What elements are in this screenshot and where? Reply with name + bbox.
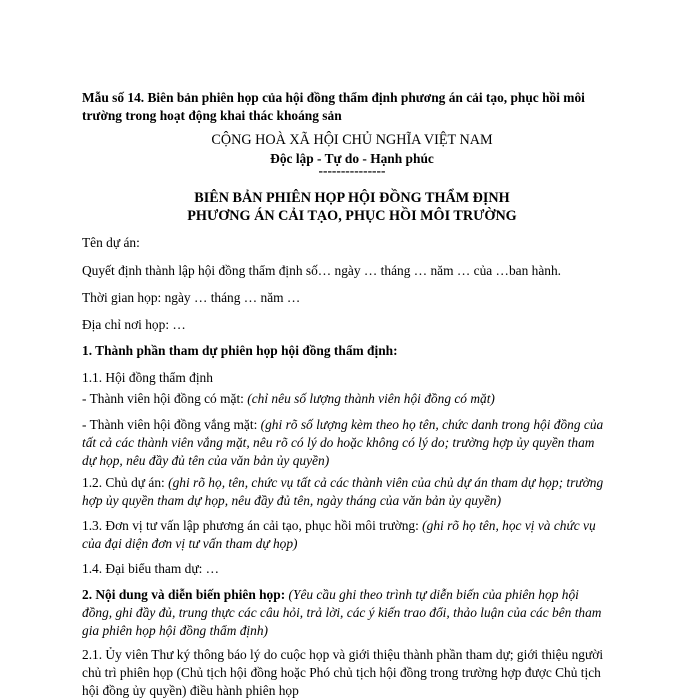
form-title-line-1: Mẫu số 14. Biên bản phiên họp của hội đồng thẩm định phương án cải tạo, phục hồi môi: [82, 90, 585, 105]
section-1-heading: 1. Thành phần tham dự phiên họp hội đồng thẩm định:: [82, 343, 398, 358]
section-1-3-line-1: [82, 516, 622, 535]
section-1-1: 1.1. Hội đồng thẩm định: [82, 370, 213, 385]
decision-field: Quyết định thành lập hội đồng thẩm định số… ngày … tháng … năm … của …ban hành.: [82, 263, 562, 278]
project-name-field: Tên dự án:: [82, 235, 140, 250]
project-owner-note-2: hợp ủy quyền tham dự họp, nêu đầy đủ tên, ngày tháng của văn bản ủy quyền): [82, 493, 502, 508]
section-1-4: 1.4. Đại biểu tham dự: …: [82, 561, 220, 576]
section-2-1-line-2: chủ trì phiên họp (Chủ tịch hội đồng hoặc Phó chủ tịch hội đồng trong trường hợp được Chủ tịch: [82, 665, 601, 680]
national-motto: Độc lập - Tự do - Hạnh phúc: [270, 151, 434, 166]
document-title-line-1: BIÊN BẢN PHIÊN HỌP HỘI ĐỒNG THẨM ĐỊNH: [194, 190, 510, 206]
absent-members-note-2: tất cả các thành viên vắng mặt, nêu rõ có lý do hoặc không có lý do; trường hợp ủy quyền tham: [82, 435, 595, 450]
consultant-note-2: của đại diện đơn vị tư vấn tham dự họp): [82, 536, 298, 551]
project-owner-note-1: (ghi rõ họ, tên, chức vụ tất cả các thành viên của chủ dự án tham dự họp; trường: [168, 475, 604, 490]
section-2-heading: 2. Nội dung và diễn biến phiên họp:: [82, 587, 286, 602]
section-2-note-1: (Yêu cầu ghi theo trình tự diễn biến của phiên họp hội: [288, 587, 579, 602]
section-1-2-line-1: [82, 473, 622, 492]
section-2-note-3: gia phiên họp hội đồng thẩm định): [82, 623, 268, 638]
consultant-note-1: (ghi rõ họ tên, học vị và chức vụ: [422, 518, 596, 533]
absent-members-note-3: dự họp, nêu đầy đủ tên của văn bản ủy quyền): [82, 453, 330, 468]
section-2-line-1: [82, 585, 622, 604]
absent-members-note-1: (ghi rõ số lượng kèm theo họ tên, chức danh trong hội đồng của: [260, 417, 604, 432]
section-2-note-2: đồng, ghi đầy đủ, trung thực các câu hỏi, trả lời, các ý kiến trao đổi, thảo luận của các bên tham: [82, 605, 602, 620]
form-title-line-2: trường trong hoạt động khai thác khoáng sản: [82, 108, 342, 123]
present-members-note: (chỉ nêu số lượng thành viên hội đồng có mặt): [247, 391, 495, 406]
consultant-label: 1.3. Đơn vị tư vấn lập phương án cải tạo, phục hồi môi trường:: [82, 518, 419, 533]
project-owner-label: 1.2. Chủ dự án:: [82, 475, 165, 490]
absent-members-label: - Thành viên hội đồng vắng mặt:: [82, 417, 258, 432]
section-2-1-line-1: 2.1. Ủy viên Thư ký thông báo lý do cuộc họp và giới thiệu thành phần tham dự; giới thiệu người: [82, 647, 604, 662]
motto-separator: ---------------: [318, 163, 386, 178]
absent-members-line-1: [82, 415, 622, 434]
meeting-time-field: Thời gian họp: ngày … tháng … năm …: [82, 290, 301, 305]
section-2-1-line-3: hội đồng ủy quyền) điều hành phiên họp: [82, 683, 299, 698]
document-title-line-2: PHƯƠNG ÁN CẢI TẠO, PHỤC HỒI MÔI TRƯỜNG: [187, 208, 517, 224]
present-members-label: - Thành viên hội đồng có mặt:: [82, 391, 244, 406]
meeting-place-field: Địa chỉ nơi họp: …: [82, 317, 186, 332]
national-title: CỘNG HOÀ XÃ HỘI CHỦ NGHĨA VIỆT NAM: [211, 132, 493, 148]
present-members-line: [82, 389, 622, 408]
